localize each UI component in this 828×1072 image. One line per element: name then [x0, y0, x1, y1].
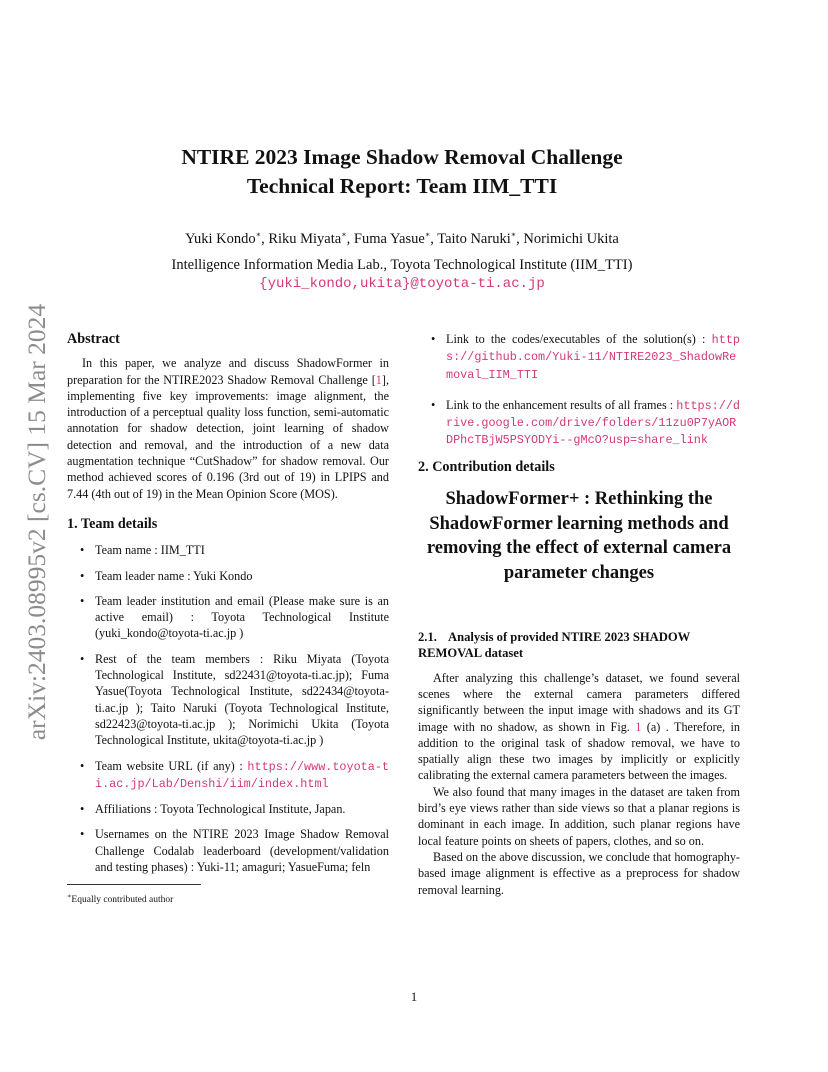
title-line-2: Technical Report: Team IIM_TTI — [246, 174, 558, 198]
team-details-list — [67, 542, 389, 875]
author: Taito Naruki∗, — [437, 230, 524, 247]
page-number: 1 — [410, 990, 418, 1004]
contact-email-link[interactable]: {yuki_kondo,ukita}@toyota-ti.ac.jp — [259, 276, 545, 292]
list-item: • Link to the enhancement results of all frames : https://drive.google.com/drive/folders/11zu0P7yAORDPhcTBjW5PSYODYi--gMcO?usp=share_link — [418, 397, 740, 449]
abstract-heading: Abstract — [67, 331, 120, 347]
team-website-link[interactable]: https://www.toyota-ti.ac.jp/Lab/Denshi/iim/index.html — [95, 759, 389, 791]
list-item: • Rest of the team members : Riku Miyata (Toyota Technological Institute, sd22431@toyota-ti.ac.jp); Fuma Yasue(Toyota Technological Institute, sd22434@toyota-ti.ac.jp ); Taito Naruki (Toyota Technological Institute, sd22423@toyota-ti.ac.jp ); Norimichi Ukita (Toyota Technological Institute, ukita@toyota-ti.ac.jp ) — [67, 651, 389, 749]
citation-link[interactable]: 1 — [375, 372, 382, 387]
list-item: • Affiliations : Toyota Technological Institute, Japan. — [67, 801, 389, 817]
figure-link[interactable]: 1 — [635, 719, 642, 734]
author: Yuki Kondo∗, — [185, 230, 269, 247]
paper-title — [100, 143, 704, 201]
author: Riku Miyata∗, — [268, 230, 354, 247]
paragraph: Based on the above discussion, we conclude that homography-based image alignment is effective as a preprocess for shadow removal learning. — [418, 849, 740, 897]
paragraph: We also found that many images in the dataset are taken from bird’s eye views rather than side views so that a planar regions is dominant in each image. In addition, such planar regions have local feature points on sheets of papers, clothes, and so on. — [418, 784, 740, 848]
code-repo-link[interactable]: https://github.com/Yuki-11/NTIRE2023_ShadowRemoval_IIM_TTI — [446, 333, 740, 382]
list-item: • Team leader name : Yuki Kondo — [67, 568, 389, 584]
author: Fuma Yasue∗, — [353, 230, 438, 247]
arxiv-id-text: arXiv:2403.08995v2 [cs.CV] 15 Mar 2024 — [22, 303, 51, 741]
author-list — [100, 230, 704, 248]
team-details-heading: 1. Team details — [67, 515, 158, 532]
footnote: ∗Equally contributed author — [67, 893, 174, 906]
author: Norimichi Ukita — [523, 231, 619, 247]
affiliation: Intelligence Information Media Lab., Toyota Technological Institute (IIM_TTI) — [171, 257, 633, 273]
method-title: ShadowFormer+ : Rethinking the ShadowFormer learning methods and removing the effect of external camera parameter changes — [426, 489, 732, 583]
title-line-1: NTIRE 2023 Image Shadow Removal Challenge — [181, 145, 623, 169]
paragraph: After analyzing this challenge’s dataset, we found several scenes where the external camera parameters differed significantly between the input image with shadows and its GT image with no shadow, as shown in Fig. 1 (a) . Therefore, in addition to the original task of shadow removal, we have to spatially align these two images by implicitly or explicitly calibrating the external camera parameters between the images. — [418, 670, 740, 783]
list-item: • Team leader institution and email (Please make sure is an active email) : Toyota Technological Institute (yuki_kondo@toyota-ti.ac.jp ) — [67, 593, 389, 642]
left-column — [67, 331, 389, 909]
right-column — [418, 331, 740, 898]
subsection-heading: 2.1. Analysis of provided NTIRE 2023 SHADOW REMOVAL dataset — [418, 630, 691, 661]
abstract-text: In this paper, we analyze and discuss ShadowFormer in preparation for the NTIRE2023 Shadow Removal Challenge [1], implementing five key improvements: image alignment, the introduction of a perceptual quality loss function, semi-automatic annotation for shadow detection, joint learning of shadow detection and removal, and the introduction of a new data augmentation technique “CutShadow” for shadow removal. Our method achieved scores of 0.196 (3rd out of 19) in LPIPS and 7.44 (4th out of 19) in the Mean Opinion Score (MOS). — [67, 356, 389, 501]
arxiv-side-stamp — [22, 282, 52, 762]
list-item: • Team name : IIM_TTI — [67, 542, 389, 558]
links-list — [418, 331, 740, 449]
list-item: • Usernames on the NTIRE 2023 Image Shadow Removal Challenge Codalab leaderboard (development/validation and testing phases) : Yuki-11; amaguri; YasueFuma; feln — [67, 826, 389, 875]
contribution-heading: 2. Contribution details — [418, 458, 555, 475]
results-drive-link[interactable]: https://drive.google.com/drive/folders/11zu0P7yAORDPhcTBjW5PSYODYi--gMcO?usp=share_link — [446, 398, 740, 448]
list-item: • Link to the codes/executables of the solution(s) : https://github.com/Yuki-11/NTIRE2023_ShadowRemoval_IIM_TTI — [418, 331, 740, 383]
list-item: • Team website URL (if any) : https://www.toyota-ti.ac.jp/Lab/Denshi/iim/index.html — [67, 758, 389, 793]
footnote-divider — [67, 884, 201, 885]
